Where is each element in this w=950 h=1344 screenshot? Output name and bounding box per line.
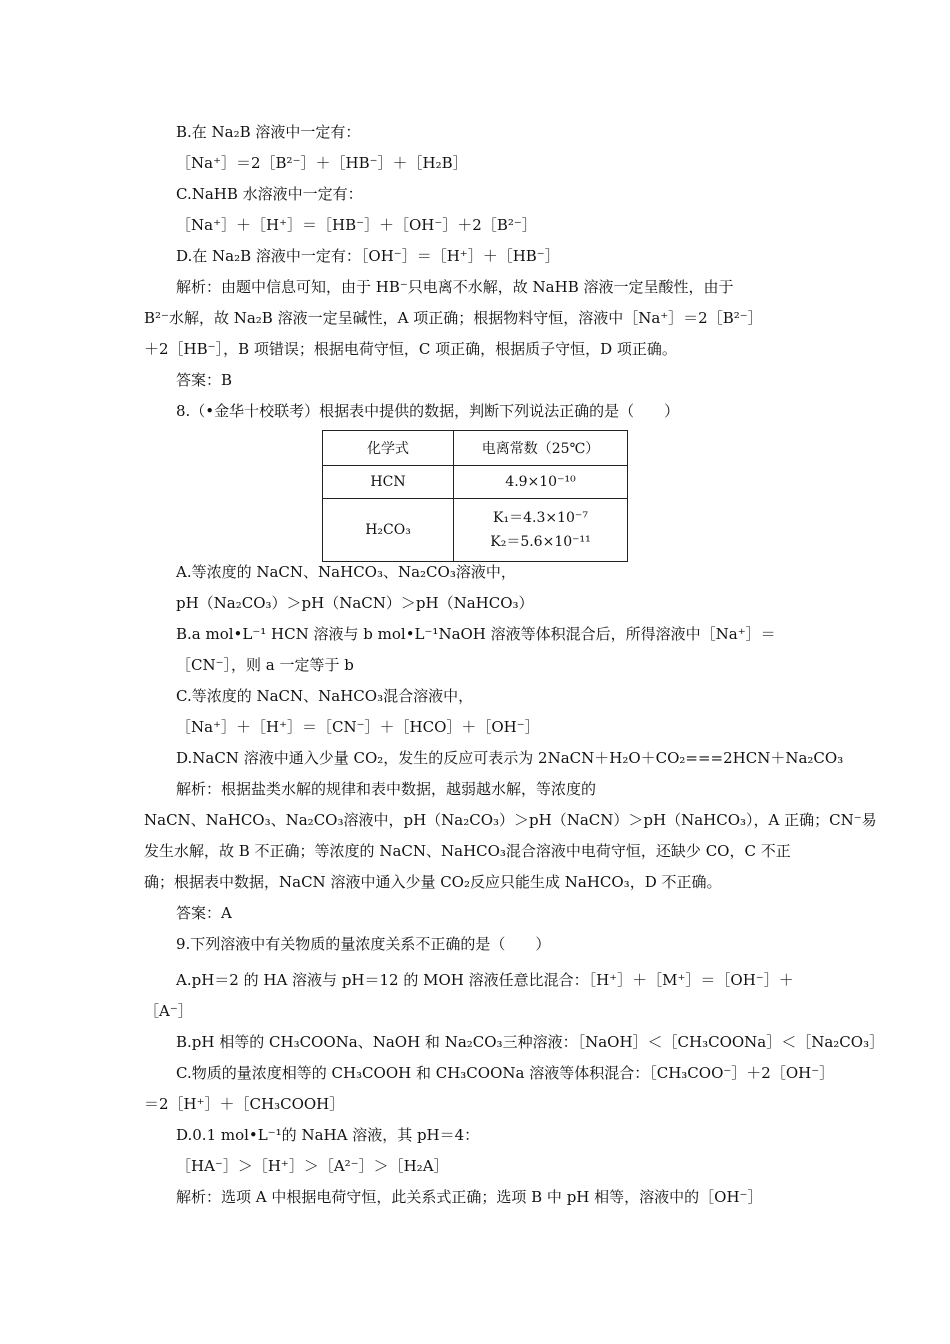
text-line: ［Na⁺］＋［H⁺］＝［CN⁻］＋［HCO］＋［OH⁻］	[176, 718, 540, 736]
k1-value: K₁＝4.3×10⁻⁷	[493, 510, 588, 526]
text-line: 答案：A	[176, 904, 232, 922]
text-line: D.在 Na₂B 溶液中一定有：［OH⁻］＝［H⁺］＋［HB⁻］	[176, 247, 560, 265]
text-line: 确；根据表中数据，NaCN 溶液中通入少量 CO₂反应只能生成 NaHCO₃，D 不正确。	[144, 873, 722, 891]
text-line: A.pH＝2 的 HA 溶液与 pH＝12 的 MOH 溶液任意比混合：［H⁺］＋［M⁺］＝［OH⁻］＋	[176, 971, 794, 989]
text-line: 解析：由题中信息可知，由于 HB⁻只电离不水解，故 NaHB 溶液一定呈酸性，由于	[176, 278, 734, 296]
text-line: 解析：选项 A 中根据电荷守恒，此关系式正确；选项 B 中 pH 相等，溶液中的［OH⁻］	[176, 1188, 763, 1206]
table-cell: H₂CO₃	[323, 499, 454, 562]
table-cell: 4.9×10⁻¹⁰	[454, 466, 628, 499]
question-8: 8.（•金华十校联考）根据表中提供的数据，判断下列说法正确的是（ ）	[176, 402, 680, 420]
text-line: pH（Na₂CO₃）＞pH（NaCN）＞pH（NaHCO₃）	[176, 594, 534, 612]
text-line: ＋2［HB⁻］，B 项错误；根据电荷守恒，C 项正确，根据质子守恒，D 项正确。	[144, 340, 677, 358]
text-line: B.在 Na₂B 溶液中一定有：	[176, 123, 361, 141]
text-line: B²⁻水解，故 Na₂B 溶液一定呈碱性，A 项正确；根据物料守恒，溶液中［Na⁺］＝2［B²⁻］	[144, 309, 763, 327]
k2-value: K₂＝5.6×10⁻¹¹	[490, 534, 591, 550]
text-line: 答案：B	[176, 371, 233, 389]
text-line: ［Na⁺］＝2［B²⁻］＋［HB⁻］＋［H₂B］	[176, 154, 468, 172]
text-line: D.0.1 mol•L⁻¹的 NaHA 溶液，其 pH＝4：	[176, 1126, 480, 1144]
text-line: 解析：根据盐类水解的规律和表中数据，越弱越水解，等浓度的	[176, 780, 597, 798]
table-header: 电离常数（25℃）	[454, 431, 628, 466]
text-line: ［CN⁻］，则 a 一定等于 b	[176, 656, 354, 674]
text-line: ［Na⁺］＋［H⁺］＝［HB⁻］＋［OH⁻］＋2［B²⁻］	[176, 216, 537, 234]
text-line: NaCN、NaHCO₃、Na₂CO₃溶液中，pH（Na₂CO₃）＞pH（NaCN）＞pH（NaHCO₃），A 正确；CN⁻易	[144, 811, 877, 829]
text-line: C.物质的量浓度相等的 CH₃COOH 和 CH₃COONa 溶液等体积混合：［CH₃COO⁻］＋2［OH⁻］	[176, 1064, 835, 1082]
text-line: 发生水解，故 B 不正确；等浓度的 NaCN、NaHCO₃混合溶液中电荷守恒，还缺少 CO，C 不正	[144, 842, 791, 860]
text-line: B.pH 相等的 CH₃COONa、NaOH 和 Na₂CO₃三种溶液：［NaOH］＜［CH₃COONa］＜［Na₂CO₃］	[176, 1033, 885, 1051]
text-line: C.NaHB 水溶液中一定有：	[176, 185, 363, 203]
text-line: D.NaCN 溶液中通入少量 CO₂，发生的反应可表示为 2NaCN＋H₂O＋CO₂===2HCN＋Na₂CO₃	[176, 749, 844, 767]
text-line: ［A⁻］	[144, 1002, 193, 1020]
text-line: B.a mol•L⁻¹ HCN 溶液与 b mol•L⁻¹NaOH 溶液等体积混合后，所得溶液中［Na⁺］＝	[176, 625, 776, 643]
ionization-constant-table	[322, 430, 628, 562]
text-line: ［HA⁻］＞［H⁺］＞［A²⁻］＞［H₂A］	[176, 1157, 449, 1175]
question-9: 9.下列溶液中有关物质的量浓度关系不正确的是（ ）	[176, 935, 551, 953]
text-line: A.等浓度的 NaCN、NaHCO₃、Na₂CO₃溶液中，	[176, 563, 516, 581]
table-cell: HCN	[323, 466, 454, 499]
table-header: 化学式	[323, 431, 454, 466]
table-cell	[454, 499, 628, 562]
text-line: ＝2［H⁺］＋［CH₃COOH］	[144, 1095, 345, 1113]
text-line: C.等浓度的 NaCN、NaHCO₃混合溶液中，	[176, 687, 474, 705]
